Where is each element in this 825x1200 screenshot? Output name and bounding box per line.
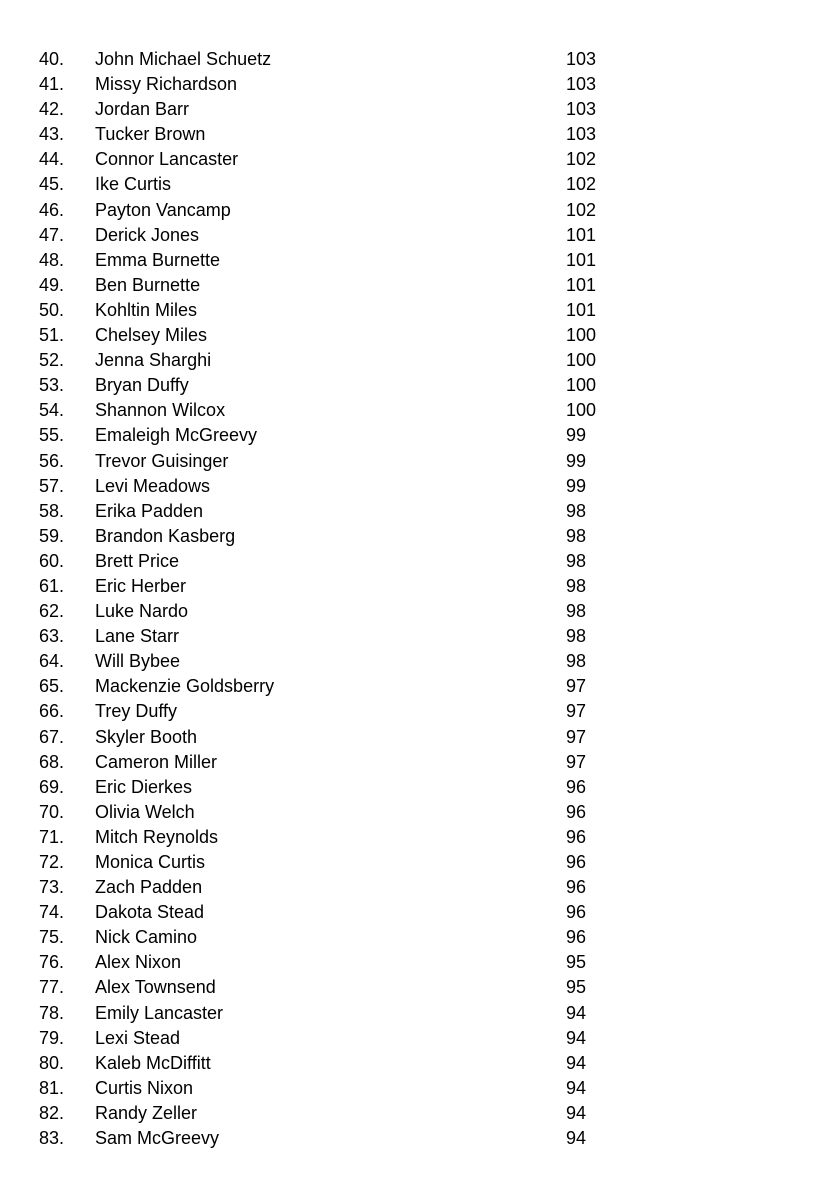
score-value: 98 bbox=[566, 626, 587, 647]
participant-name: John Michael Schuetz bbox=[95, 49, 272, 69]
score-value: 94 bbox=[566, 1102, 587, 1123]
participant-name: Chelsey Miles bbox=[95, 325, 208, 346]
score-value: 97 bbox=[566, 676, 587, 697]
list-item bbox=[0, 674, 825, 699]
participant-name: Trey Duffy bbox=[95, 701, 178, 722]
participant-name: Shannon Wilcox bbox=[95, 400, 226, 421]
score-value: 99 bbox=[566, 475, 587, 496]
rank-number: 73. bbox=[39, 877, 65, 898]
participant-name: Alex Townsend bbox=[95, 977, 216, 998]
participant-name: Payton Vancamp bbox=[95, 199, 231, 220]
rank-number: 51. bbox=[39, 325, 65, 346]
list-item bbox=[0, 775, 825, 800]
participant-name: Ike Curtis bbox=[95, 174, 172, 195]
score-value: 94 bbox=[566, 1002, 587, 1023]
rank-number: 82. bbox=[39, 1102, 65, 1123]
score-value: 96 bbox=[566, 902, 587, 923]
score-value: 97 bbox=[566, 726, 587, 747]
list-item bbox=[0, 198, 825, 223]
score-value: 99 bbox=[566, 450, 587, 471]
rank-number: 70. bbox=[39, 801, 65, 822]
list-item bbox=[0, 574, 825, 599]
rank-number: 66. bbox=[39, 701, 65, 722]
list-item bbox=[0, 373, 825, 398]
score-value: 96 bbox=[566, 852, 587, 872]
participant-name: Nick Camino bbox=[95, 927, 198, 948]
score-value: 96 bbox=[566, 776, 587, 797]
participant-name: Brandon Kasberg bbox=[95, 525, 236, 546]
rank-number: 79. bbox=[39, 1027, 65, 1048]
participant-name: Jordan Barr bbox=[95, 99, 190, 120]
score-value: 94 bbox=[566, 1027, 587, 1048]
participant-name: Emaleigh McGreevy bbox=[95, 425, 258, 446]
score-value: 99 bbox=[566, 425, 587, 446]
list-item bbox=[0, 499, 825, 524]
score-value: 103 bbox=[566, 49, 597, 69]
participant-name: Curtis Nixon bbox=[95, 1077, 194, 1098]
rank-number: 62. bbox=[39, 601, 65, 622]
score-value: 96 bbox=[566, 877, 587, 898]
list-item bbox=[0, 248, 825, 273]
participant-name: Eric Herber bbox=[95, 575, 187, 596]
participant-name: Bryan Duffy bbox=[95, 375, 189, 396]
participant-name: Trevor Guisinger bbox=[95, 450, 229, 471]
participant-name: Tucker Brown bbox=[95, 124, 206, 145]
participant-name: Derick Jones bbox=[95, 224, 200, 245]
score-value: 95 bbox=[566, 952, 587, 973]
rank-number: 45. bbox=[39, 174, 65, 195]
participant-name: Will Bybee bbox=[95, 651, 181, 672]
rank-number: 50. bbox=[39, 299, 65, 320]
score-value: 97 bbox=[566, 751, 587, 772]
participant-name: Kohltin Miles bbox=[95, 299, 198, 320]
participant-name: Alex Nixon bbox=[95, 952, 182, 973]
score-value: 98 bbox=[566, 601, 587, 622]
rank-number: 64. bbox=[39, 651, 65, 672]
list-item bbox=[0, 147, 825, 172]
participant-name: Mackenzie Goldsberry bbox=[95, 676, 275, 697]
list-item bbox=[0, 122, 825, 147]
rank-number: 60. bbox=[39, 550, 65, 571]
participant-name: Brett Price bbox=[95, 550, 180, 571]
rank-number: 63. bbox=[39, 626, 65, 647]
participant-name: Cameron Miller bbox=[95, 751, 218, 772]
rank-number: 81. bbox=[39, 1077, 65, 1098]
score-value: 98 bbox=[566, 525, 587, 546]
list-item bbox=[0, 223, 825, 248]
list-item bbox=[0, 1126, 825, 1151]
list-item bbox=[0, 172, 825, 197]
participant-name: Lexi Stead bbox=[95, 1027, 181, 1048]
score-value: 103 bbox=[566, 124, 597, 145]
score-value: 96 bbox=[566, 826, 587, 847]
rank-number: 52. bbox=[39, 350, 65, 371]
rank-number: 71. bbox=[39, 826, 65, 847]
score-value: 94 bbox=[566, 1128, 587, 1149]
rank-number: 43. bbox=[39, 124, 65, 145]
participant-name: Connor Lancaster bbox=[95, 149, 239, 170]
rank-number: 78. bbox=[39, 1002, 65, 1023]
list-item bbox=[0, 1076, 825, 1101]
rank-number: 40. bbox=[39, 49, 65, 69]
rank-number: 44. bbox=[39, 149, 65, 170]
rank-number: 72. bbox=[39, 852, 65, 872]
participant-name: Monica Curtis bbox=[95, 852, 206, 872]
rank-number: 65. bbox=[39, 676, 65, 697]
participant-name: Missy Richardson bbox=[95, 74, 238, 95]
score-value: 102 bbox=[566, 149, 597, 170]
rank-number: 69. bbox=[39, 776, 65, 797]
participant-name: Olivia Welch bbox=[95, 801, 195, 822]
score-value: 103 bbox=[566, 99, 597, 120]
list-item bbox=[0, 524, 825, 549]
participant-name: Emily Lancaster bbox=[95, 1002, 224, 1023]
participant-name: Dakota Stead bbox=[95, 902, 205, 923]
list-item bbox=[0, 750, 825, 775]
score-value: 98 bbox=[566, 651, 587, 672]
participant-name: Erika Padden bbox=[95, 500, 204, 521]
score-value: 98 bbox=[566, 550, 587, 571]
score-value: 95 bbox=[566, 977, 587, 998]
participant-name: Kaleb McDiffitt bbox=[95, 1052, 211, 1073]
list-item bbox=[0, 900, 825, 925]
list-item bbox=[0, 398, 825, 423]
ranking-list bbox=[0, 47, 825, 1151]
rank-number: 56. bbox=[39, 450, 65, 471]
list-item bbox=[0, 1001, 825, 1026]
participant-name: Zach Padden bbox=[95, 877, 203, 898]
score-value: 101 bbox=[566, 274, 597, 295]
list-item bbox=[0, 47, 825, 72]
score-value: 98 bbox=[566, 500, 587, 521]
rank-number: 41. bbox=[39, 74, 65, 95]
list-item bbox=[0, 1026, 825, 1051]
list-item bbox=[0, 725, 825, 750]
participant-name: Mitch Reynolds bbox=[95, 826, 219, 847]
rank-number: 54. bbox=[39, 400, 65, 421]
rank-number: 76. bbox=[39, 952, 65, 973]
list-item bbox=[0, 549, 825, 574]
list-item bbox=[0, 97, 825, 122]
list-item bbox=[0, 423, 825, 448]
list-item bbox=[0, 800, 825, 825]
score-value: 94 bbox=[566, 1077, 587, 1098]
score-value: 94 bbox=[566, 1052, 587, 1073]
rank-number: 59. bbox=[39, 525, 65, 546]
list-item bbox=[0, 875, 825, 900]
participant-name: Jenna Sharghi bbox=[95, 350, 212, 371]
rank-number: 58. bbox=[39, 500, 65, 521]
rank-number: 42. bbox=[39, 99, 65, 120]
rank-number: 80. bbox=[39, 1052, 65, 1073]
list-item bbox=[0, 624, 825, 649]
list-item bbox=[0, 925, 825, 950]
participant-name: Sam McGreevy bbox=[95, 1128, 220, 1149]
participant-name: Emma Burnette bbox=[95, 249, 221, 270]
list-item bbox=[0, 699, 825, 724]
rank-number: 83. bbox=[39, 1128, 65, 1149]
list-item bbox=[0, 474, 825, 499]
score-value: 98 bbox=[566, 575, 587, 596]
score-value: 102 bbox=[566, 174, 597, 195]
participant-name: Eric Dierkes bbox=[95, 776, 193, 797]
list-item bbox=[0, 975, 825, 1000]
score-value: 101 bbox=[566, 249, 597, 270]
list-item bbox=[0, 298, 825, 323]
score-value: 101 bbox=[566, 224, 597, 245]
list-item bbox=[0, 449, 825, 474]
rank-number: 75. bbox=[39, 927, 65, 948]
rank-number: 68. bbox=[39, 751, 65, 772]
rank-number: 57. bbox=[39, 475, 65, 496]
participant-name: Lane Starr bbox=[95, 626, 180, 647]
score-value: 96 bbox=[566, 927, 587, 948]
score-value: 100 bbox=[566, 325, 597, 346]
participant-name: Levi Meadows bbox=[95, 475, 211, 496]
score-value: 100 bbox=[566, 350, 597, 371]
list-item bbox=[0, 348, 825, 373]
list-item bbox=[0, 850, 825, 875]
list-item bbox=[0, 323, 825, 348]
rank-number: 48. bbox=[39, 249, 65, 270]
score-value: 103 bbox=[566, 74, 597, 95]
score-value: 100 bbox=[566, 375, 597, 396]
rank-number: 53. bbox=[39, 375, 65, 396]
rank-number: 55. bbox=[39, 425, 65, 446]
rank-number: 61. bbox=[39, 575, 65, 596]
list-item bbox=[0, 72, 825, 97]
score-value: 101 bbox=[566, 299, 597, 320]
rank-number: 67. bbox=[39, 726, 65, 747]
rank-number: 47. bbox=[39, 224, 65, 245]
score-value: 100 bbox=[566, 400, 597, 421]
rank-number: 46. bbox=[39, 199, 65, 220]
score-value: 96 bbox=[566, 801, 587, 822]
list-item bbox=[0, 599, 825, 624]
list-item bbox=[0, 1101, 825, 1126]
score-value: 102 bbox=[566, 199, 597, 220]
rank-number: 74. bbox=[39, 902, 65, 923]
list-item bbox=[0, 273, 825, 298]
list-item bbox=[0, 1051, 825, 1076]
participant-name: Skyler Booth bbox=[95, 726, 198, 747]
score-value: 97 bbox=[566, 701, 587, 722]
participant-name: Randy Zeller bbox=[95, 1102, 198, 1123]
rank-number: 77. bbox=[39, 977, 65, 998]
list-item bbox=[0, 649, 825, 674]
participant-name: Luke Nardo bbox=[95, 601, 189, 622]
rank-number: 49. bbox=[39, 274, 65, 295]
list-item bbox=[0, 950, 825, 975]
list-item bbox=[0, 825, 825, 850]
participant-name: Ben Burnette bbox=[95, 274, 201, 295]
